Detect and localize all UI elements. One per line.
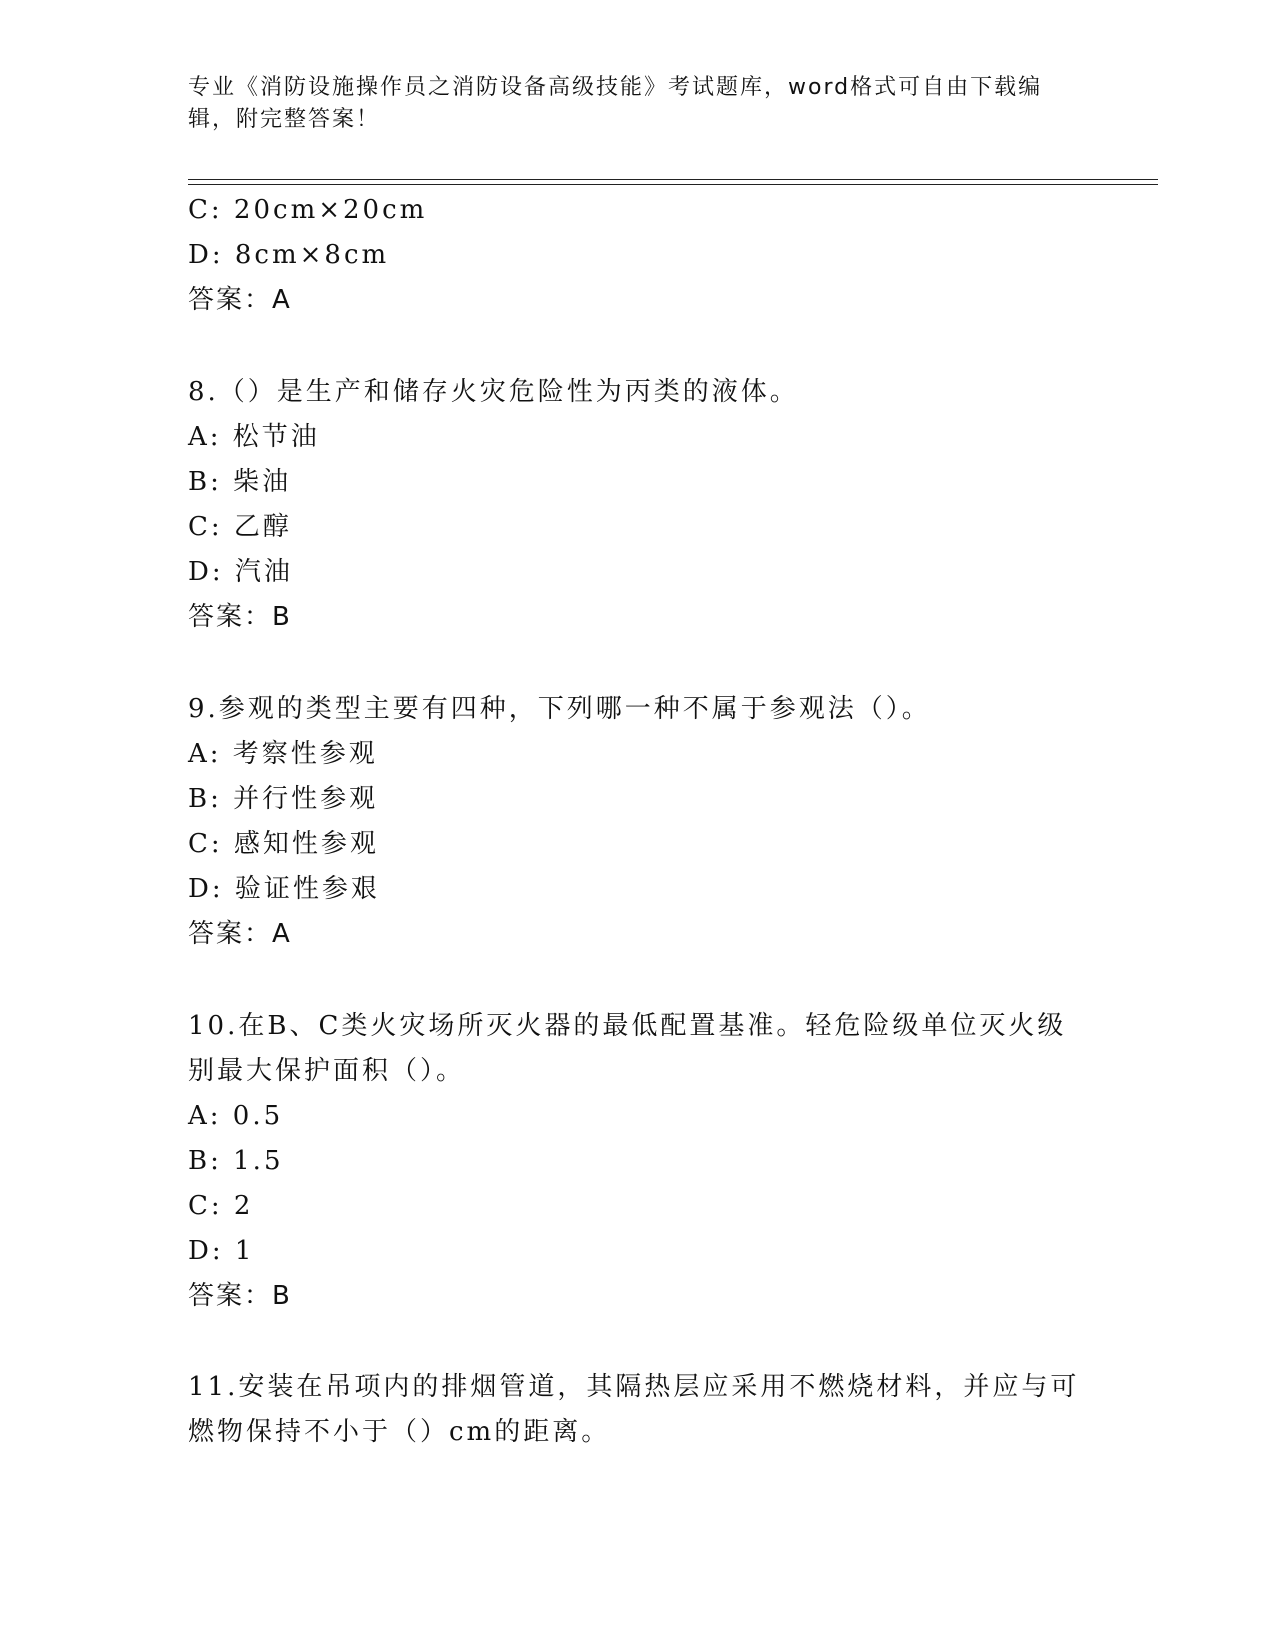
q10-option-d: D: 1 [188, 1236, 255, 1266]
prev-option-d: D: 8cm×8cm [188, 240, 390, 270]
q9-option-b: B: 并行性参观 [188, 784, 379, 814]
q9-option-c: C: 感知性参观 [188, 829, 379, 859]
q10-answer: 答案：B [188, 1281, 292, 1311]
q11-question-line2: 燃物保持不小于（）cm的距离。 [188, 1417, 611, 1447]
q9-question: 9.参观的类型主要有四种，下列哪一种不属于参观法（）。 [188, 694, 931, 724]
q11-question-line1: 11.安装在吊项内的排烟管道，其隔热层应采用不燃烧材料，并应与可 [188, 1372, 1080, 1402]
q8-option-b: B: 柴油 [188, 467, 292, 497]
q8-option-c: C: 乙醇 [188, 512, 292, 542]
q9-option-d: D: 验证性参艰 [188, 874, 380, 904]
document-header: 专业《消防设施操作员之消防设备高级技能》考试题库，word格式可自由下载编辑，附完整答案！ [188, 75, 1043, 132]
prev-option-c: C: 20cm×20cm [188, 195, 428, 225]
q9-answer: 答案：A [188, 919, 292, 949]
q8-option-a: A: 松节油 [188, 422, 320, 452]
q10-option-b: B: 1.5 [188, 1146, 284, 1176]
q10-option-c: C: 2 [188, 1191, 254, 1221]
header-divider-top [188, 179, 1158, 180]
q8-option-d: D: 汽油 [188, 557, 293, 587]
q10-option-a: A: 0.5 [188, 1101, 284, 1131]
q8-question: 8.（）是生产和储存火灾危险性为丙类的液体。 [188, 377, 799, 407]
prev-answer: 答案：A [188, 285, 292, 315]
q8-answer: 答案：B [188, 602, 292, 632]
q9-option-a: A: 考察性参观 [188, 739, 378, 769]
q10-question-line1: 10.在B、C类火灾场所灭火器的最低配置基准。轻危险级单位灭火级 [188, 1011, 1067, 1041]
header-divider-bottom [188, 184, 1158, 185]
q10-question-line2: 别最大保护面积（）。 [188, 1056, 466, 1086]
